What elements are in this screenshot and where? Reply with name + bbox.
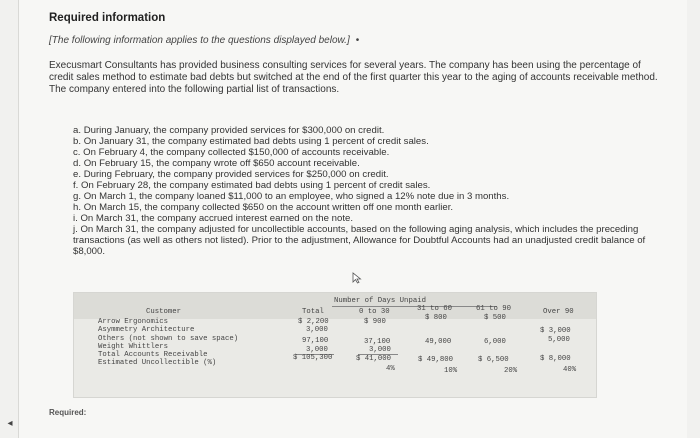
- transaction-d: d. On February 15, the company wrote off $650 account receivable.: [73, 158, 360, 169]
- instruction-note: [49, 35, 359, 46]
- transaction-j: j. On March 31, the company adjusted for uncollectible accounts, based on the following aging analysis, which includes the preceding transactions (as well as others not listed). Prior to the adjustment, Allowance for Doubtful Accounts had an unadjusted credit balance of $8,000.: [73, 224, 646, 257]
- intro-paragraph: Execusmart Consultants has provided business consulting services for several years. The company has been using the percentage of credit sales method to estimate bad debts but switched at the end of the first quarter this year to the aging of accounts receivable method. The company entered into the following partial list of transactions.: [49, 60, 658, 95]
- col-header-31-60: 31 to 60: [417, 305, 453, 313]
- table-row-customer: Total Accounts Receivable: [98, 351, 208, 359]
- table-row-customer: Weight Whittlers: [98, 343, 169, 351]
- table-cell: $ 41,000: [356, 355, 392, 363]
- table-cell: $ 2,200: [298, 318, 329, 326]
- required-information-heading: Required information: [49, 12, 166, 24]
- question-page: [18, 0, 687, 438]
- table-cell: $ 3,000: [540, 327, 571, 335]
- transaction-g: g. On March 1, the company loaned $11,000 to an employee, who signed a 12% note due in 3 months.: [73, 191, 510, 202]
- table-cell: 3,000: [369, 346, 391, 354]
- table-cell: $ 8,000: [540, 355, 571, 363]
- table-row-customer: Estimated Uncollectible (%): [98, 359, 217, 367]
- required-label: Required:: [49, 408, 87, 417]
- transaction-h: h. On March 15, the company collected $650 on the account written off one month earlier.: [73, 202, 454, 213]
- col-header-total: Total: [302, 308, 324, 316]
- table-cell: 5,000: [548, 336, 570, 344]
- mouse-cursor-icon: [352, 272, 362, 284]
- transaction-list: [73, 125, 663, 257]
- col-header-over-90: Over 90: [543, 308, 574, 316]
- table-cell: $ 500: [484, 314, 506, 322]
- table-cell: 3,000: [306, 326, 328, 334]
- transaction-f: f. On February 28, the company estimated bad debts using 1 percent of credit sales.: [73, 180, 431, 191]
- table-cell: $ 6,500: [478, 356, 509, 364]
- transaction-a: a. During January, the company provided services for $300,000 on credit.: [73, 125, 385, 136]
- table-cell: $ 900: [364, 318, 386, 326]
- table-cell: 40%: [563, 366, 577, 374]
- table-row-customer: Others (not shown to save space): [98, 335, 239, 343]
- transaction-b: b. On January 31, the company estimated bad debts using 1 percent of credit sales.: [73, 136, 429, 147]
- table-row-customer: Asymmetry Architecture: [98, 326, 195, 334]
- transaction-e: e. During February, the company provided services for $250,000 on credit.: [73, 169, 389, 180]
- group-header: Number of Days Unpaid: [334, 297, 426, 305]
- table-cell: 4%: [386, 365, 395, 373]
- scroll-left-arrow-icon[interactable]: ◂: [7, 418, 13, 429]
- table-row-customer: Arrow Ergonomics: [98, 318, 169, 326]
- table-cell: 97,100: [302, 337, 329, 345]
- table-cell: 10%: [444, 367, 458, 375]
- table-cell: 3,000: [306, 346, 328, 354]
- instruction-note-text: [The following information applies to the questions displayed below.]: [49, 35, 350, 46]
- table-cell: 20%: [504, 367, 518, 375]
- table-cell: 49,000: [425, 338, 452, 346]
- transaction-i: i. On March 31, the company accrued interest earned on the note.: [73, 213, 353, 224]
- table-cell: $ 105,300: [293, 354, 333, 362]
- transaction-c: c. On February 4, the company collected $150,000 of accounts receivable.: [73, 147, 390, 158]
- col-header-0-30: 0 to 30: [359, 308, 390, 316]
- group-header-underline: [332, 306, 497, 307]
- aging-analysis-table: [73, 292, 597, 398]
- table-cell: $ 49,800: [418, 356, 454, 364]
- col-header-customer: Customer: [146, 308, 182, 316]
- table-cell: 6,000: [484, 338, 506, 346]
- col-header-61-90: 61 to 90: [476, 305, 512, 313]
- dot-icon: •: [355, 35, 360, 46]
- table-cell: 37,100: [364, 338, 391, 346]
- table-cell: $ 800: [425, 314, 447, 322]
